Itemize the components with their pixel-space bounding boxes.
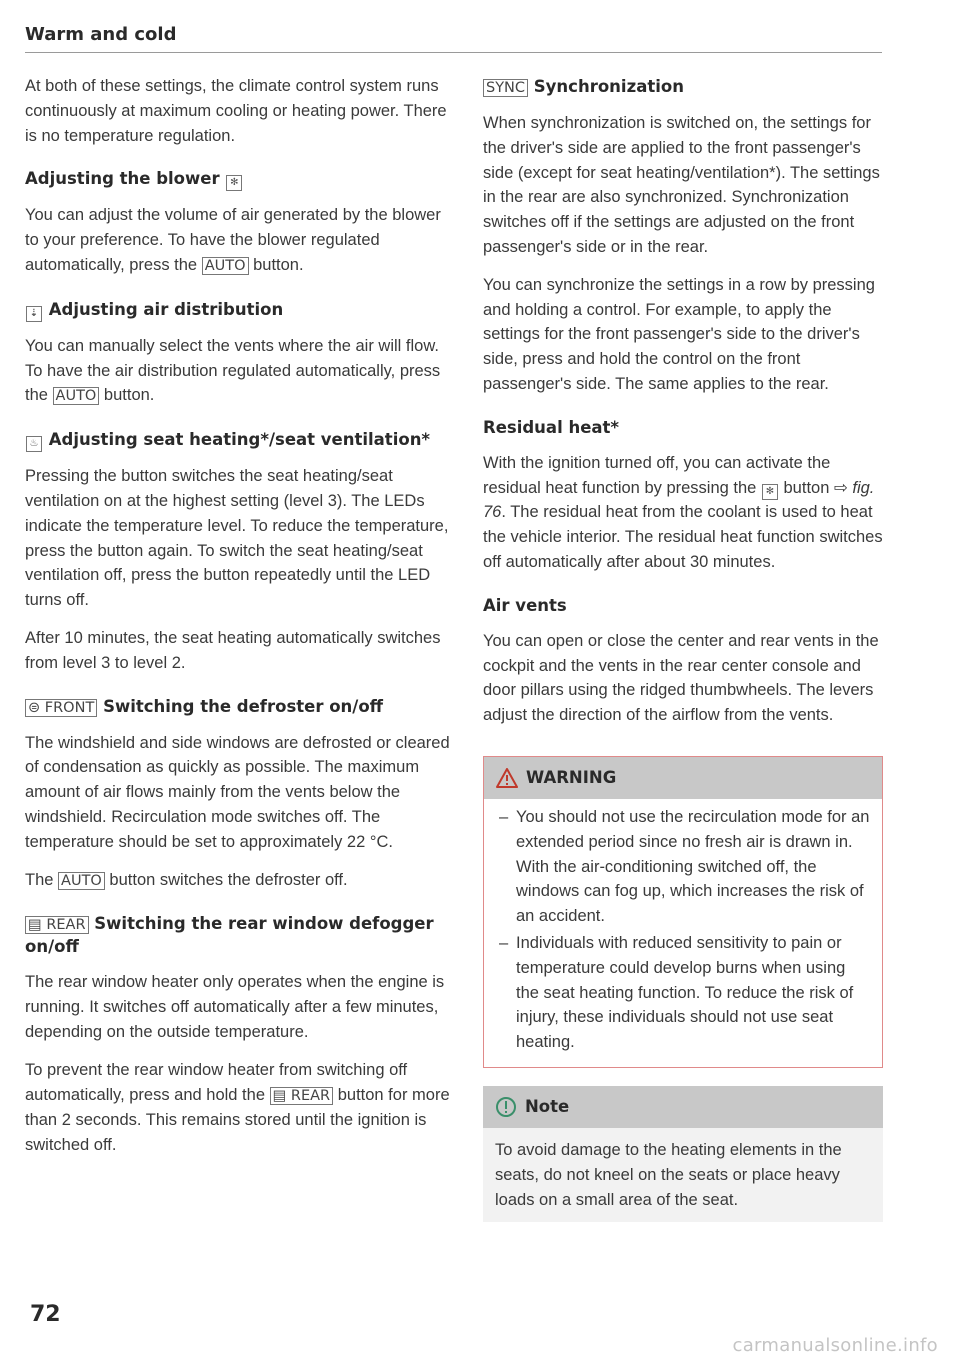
rear-defog-key: ▤ REAR — [270, 1087, 334, 1105]
page-header-title: Warm and cold — [25, 24, 177, 45]
header-divider — [25, 52, 882, 53]
blower-heading: Adjusting the blower ✻ — [25, 168, 455, 191]
air-distribution-icon: ⇣ — [26, 306, 42, 322]
air-distribution-heading: ⇣ Adjusting air distribution — [25, 299, 455, 322]
note-box — [483, 1086, 883, 1222]
residual-heat-icon: ✻ — [762, 484, 778, 500]
air-distribution-paragraph: You can manually select the vents where the air will flow. To have the air distribution regulated automatically, press the AUTO button. — [25, 336, 441, 405]
rear-defogger-paragraph-2: To prevent the rear window heater from switching off automatically, press and hold the ▤ REAR button for more than 2 seconds. This remains stored until the ignition is switched off. — [25, 1060, 450, 1155]
defroster-paragraph-1: The windshield and side windows are defrosted or cleared of condensation as quickly as possible. The maximum amount of air flows mainly from the vents below the windshield. Recirculation mode switches off. The temperature should be set to approximately 22 °C. — [25, 733, 450, 851]
warning-list — [496, 805, 870, 1055]
residual-heat-paragraph: With the ignition turned off, you can activate the residual heat function by pressing the ✻ button ⇨ fig. 76. The residual heat from the coolant is used to heat the vehicle interior. The residual heat function switches off automatically after about 30 minutes. — [483, 453, 883, 571]
warning-title: WARNING — [526, 768, 617, 788]
warning-item: – Individuals with reduced sensitivity to pain or temperature could develop burns when using the seat heating function. To reduce the risk of injury, these individuals should not use seat heating. — [496, 931, 870, 1055]
rear-defogger-paragraph-1: The rear window heater only operates when the engine is running. It switches off automatically after a few minutes, depending on the outside temperature. — [25, 973, 445, 1041]
rear-window-icon: ▤ — [28, 917, 42, 934]
warning-box — [483, 756, 883, 1068]
note-info-icon — [495, 1096, 517, 1118]
seat-heating-paragraph-2: After 10 minutes, the seat heating automatically switches from level 3 to level 2. — [25, 628, 441, 672]
sync-paragraph-1: When synchronization is switched on, the settings for the driver's side are applied to the front passenger's side (except for seat heating/ventilation*). The settings in the rear are also synchronized. Synchronization switches off if the settings are adjusted on the front passenger's side or in the rear. — [483, 114, 880, 256]
blower-paragraph: You can adjust the volume of air generated by the blower to your preference. To have the blower regulated automatically, press the AUTO button. — [25, 206, 441, 274]
sync-key: SYNC — [483, 79, 528, 97]
sync-paragraph-2: You can synchronize the settings in a row by pressing and holding a control. For example, to apply the settings for the front passenger's side to the driver's side, press and hold the control on the front passenger's side. The same applies to the rear. — [483, 275, 875, 393]
defroster-heading: ⊜ FRONT Switching the defroster on/off — [25, 696, 455, 719]
air-vents-heading: Air vents — [483, 595, 567, 615]
front-defrost-key: ⊜ FRONT — [25, 699, 97, 717]
page-number: 72 — [30, 1302, 61, 1327]
seat-heating-paragraph-1: Pressing the button switches the seat heating/seat ventilation on at the highest setting (level 3). The LEDs indicate the temperature level. To reduce the temperature, press the button again. To switch the seat heating/seat ventilation off, press the button repeatedly until the LED turns off. — [25, 467, 449, 610]
auto-key: AUTO — [202, 257, 249, 275]
right-column — [483, 74, 883, 1222]
auto-key: AUTO — [58, 872, 105, 890]
note-header — [483, 1086, 883, 1128]
windshield-defrost-icon: ⊜ — [28, 699, 41, 716]
rear-defog-key: ▤ REAR — [25, 916, 89, 934]
warning-header — [484, 757, 882, 799]
defroster-paragraph-2: The AUTO button switches the defroster off. — [25, 870, 348, 889]
seat-heating-icon: ♨ — [26, 436, 42, 452]
air-vents-paragraph: You can open or close the center and rear vents in the cockpit and the vents in the rear center console and door pillars using the ridged thumbwheels. The levers adjust the direction of the airflow from the vents. — [483, 631, 879, 725]
warning-item: – You should not use the recirculation mode for an extended period since no fresh air is drawn in. With the air-conditioning switched off, the windows can fog up, which increases the risk of an accident. — [496, 805, 870, 929]
seat-heating-heading: ♨ Adjusting seat heating*/seat ventilation* — [25, 429, 455, 452]
note-paragraph: To avoid damage to the heating elements in the seats, do not kneel on the seats or place heavy loads on a small area of the seat. — [495, 1140, 842, 1209]
watermark: carmanualsonline.info — [732, 1335, 938, 1356]
figure-reference: ⇨ fig. 76 — [483, 478, 875, 522]
intro-paragraph: At both of these settings, the climate control system runs continuously at maximum cooling or heating power. There is no temperature regulation. — [25, 77, 447, 145]
rear-window-icon: ▤ — [272, 1087, 287, 1104]
sync-heading: SYNC Synchronization — [483, 76, 883, 99]
note-title: Note — [525, 1097, 570, 1117]
auto-key: AUTO — [53, 387, 100, 405]
blower-fan-icon: ✻ — [226, 175, 242, 191]
residual-heat-heading: Residual heat* — [483, 417, 620, 437]
left-column — [25, 74, 455, 1171]
warning-triangle-icon — [496, 768, 518, 788]
rear-defogger-heading: ▤ REAR Switching the rear window defogger on/off — [25, 914, 434, 957]
